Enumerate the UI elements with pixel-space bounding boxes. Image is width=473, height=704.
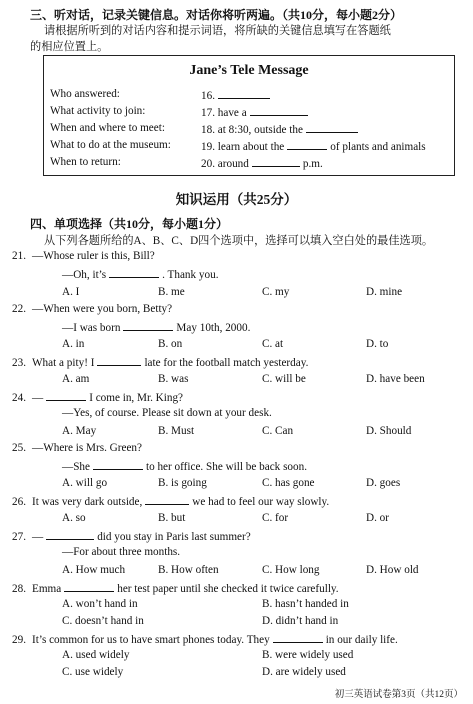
message-suffix: of plants and animals <box>330 141 426 153</box>
message-prompt: learn about the <box>217 141 285 153</box>
question-28 <box>12 581 339 595</box>
message-num: 16. <box>201 90 215 102</box>
question-blank[interactable] <box>109 267 159 278</box>
option-c[interactable]: C. has gone <box>262 477 315 489</box>
question-text: —Whose ruler is this, Bill? <box>32 250 155 262</box>
question-number: 23. <box>12 357 26 369</box>
message-key: What activity to join: <box>50 105 146 117</box>
message-row <box>50 88 450 104</box>
question-text: — <box>32 392 44 404</box>
option-d[interactable]: D. didn’t hand in <box>262 615 339 627</box>
message-row <box>50 105 450 121</box>
answer-blank-19[interactable] <box>287 139 327 150</box>
question-text: It was very dark outside, <box>32 496 143 508</box>
option-c[interactable]: C. Can <box>262 425 294 437</box>
question-text: her test paper until she checked it twice carefully. <box>117 583 339 595</box>
question-22 <box>12 303 172 315</box>
question-24-line2: —Yes, of course. Please sit down at your desk. <box>62 407 272 419</box>
message-num: 17. <box>201 107 215 119</box>
question-number: 24. <box>12 392 26 404</box>
question-text: —When were you born, Betty? <box>32 303 173 315</box>
question-blank[interactable] <box>273 632 323 643</box>
question-26 <box>12 494 329 508</box>
question-blank[interactable] <box>46 529 94 540</box>
question-text: late for the football match yesterday. <box>144 357 309 369</box>
message-num: 20. <box>201 158 215 170</box>
option-a[interactable]: A. so <box>62 512 86 524</box>
option-d[interactable]: D. have been <box>366 373 425 385</box>
option-d[interactable]: D. Should <box>366 425 412 437</box>
section4-instruction: 从下列各题所给的A、B、C、D四个选项中，选择可以填入空白处的最佳选项。 <box>44 235 434 247</box>
question-number: 27. <box>12 531 26 543</box>
option-b[interactable]: B. but <box>158 512 186 524</box>
page-footer: 初三英语试卷第3页（共12页） <box>334 690 463 700</box>
option-b[interactable]: B. me <box>158 286 185 298</box>
question-text: It’s common for us to have smart phones today. They <box>32 634 270 646</box>
option-b[interactable]: B. on <box>158 338 183 350</box>
question-number: 21. <box>12 250 26 262</box>
question-text: in our daily life. <box>325 634 398 646</box>
question-text: did you stay in Paris last summer? <box>97 531 251 543</box>
message-num: 18. <box>201 124 215 136</box>
option-d[interactable]: D. or <box>366 512 389 524</box>
question-text: What a pity! I <box>32 357 95 369</box>
option-b[interactable]: B. is going <box>158 477 207 489</box>
question-text: Emma <box>32 583 62 595</box>
question-29 <box>12 632 398 646</box>
option-d[interactable]: D. to <box>366 338 389 350</box>
question-number: 26. <box>12 496 26 508</box>
section3-title: 三、听对话，记录关键信息。对话你将听两遍。（共10分，每小题2分） <box>30 8 403 22</box>
option-c[interactable]: C. at <box>262 338 284 350</box>
answer-blank-16[interactable] <box>218 88 270 99</box>
question-text: . Thank you. <box>162 269 219 281</box>
option-a[interactable]: A. am <box>62 373 90 385</box>
option-c[interactable]: C. will be <box>262 373 306 385</box>
option-b[interactable]: B. hasn’t handed in <box>262 598 349 610</box>
message-row <box>50 156 450 172</box>
answer-blank-20[interactable] <box>252 156 300 167</box>
message-prompt: have a <box>217 107 247 119</box>
option-b[interactable]: B. How often <box>158 564 219 576</box>
message-key: When to return: <box>50 156 121 168</box>
message-suffix: p.m. <box>302 158 323 170</box>
question-blank[interactable] <box>93 459 143 470</box>
option-c[interactable]: C. for <box>262 512 289 524</box>
option-b[interactable]: B. were widely used <box>262 649 354 661</box>
question-text: —I was born <box>62 322 121 334</box>
message-key: Who answered: <box>50 88 120 100</box>
message-prompt: at 8:30, outside the <box>217 124 303 136</box>
question-text: to her office. She will be back soon. <box>145 461 308 473</box>
tele-message-box <box>43 55 455 176</box>
question-25-line2 <box>62 459 307 473</box>
question-text: —She <box>62 461 90 473</box>
question-blank[interactable] <box>46 390 86 401</box>
question-number: 28. <box>12 583 26 595</box>
answer-blank-18[interactable] <box>306 122 358 133</box>
option-a[interactable]: A. in <box>62 338 85 350</box>
option-a[interactable]: A. How much <box>62 564 126 576</box>
question-23 <box>12 355 308 369</box>
question-text: May 10th, 2000. <box>176 322 251 334</box>
option-c[interactable]: C. doesn’t hand in <box>62 615 144 627</box>
question-text: we had to feel our way slowly. <box>192 496 330 508</box>
section4-title: 四、单项选择（共10分，每小题1分） <box>30 217 229 231</box>
answer-blank-17[interactable] <box>250 105 308 116</box>
tele-message-title: Jane’s Tele Message <box>189 63 309 78</box>
option-a[interactable]: A. will go <box>62 477 108 489</box>
option-c[interactable]: C. How long <box>262 564 320 576</box>
message-row <box>50 122 450 138</box>
question-text: — <box>32 531 44 543</box>
option-b[interactable]: B. Must <box>158 425 195 437</box>
question-22-line2 <box>62 320 250 334</box>
option-a[interactable]: A. used widely <box>62 649 130 661</box>
question-blank[interactable] <box>145 494 189 505</box>
question-24 <box>12 390 183 404</box>
option-c[interactable]: C. use widely <box>62 666 124 678</box>
question-text: —Where is Mrs. Green? <box>32 442 142 454</box>
question-blank[interactable] <box>64 581 114 592</box>
option-d[interactable]: D. How old <box>366 564 419 576</box>
question-blank[interactable] <box>97 355 141 366</box>
message-row <box>50 139 450 155</box>
message-num: 19. <box>201 141 215 153</box>
part-title: 知识运用（共25分） <box>175 192 298 207</box>
message-key: When and where to meet: <box>50 122 165 134</box>
question-text: —Oh, it’s <box>62 269 107 281</box>
message-key: What to do at the museum: <box>50 139 171 151</box>
option-a[interactable]: A. I <box>62 286 80 298</box>
question-blank[interactable] <box>123 320 173 331</box>
question-21 <box>12 250 155 262</box>
option-d[interactable]: D. mine <box>366 286 403 298</box>
message-prompt: around <box>217 158 249 170</box>
question-27-line2: —For about three months. <box>62 546 181 558</box>
option-b[interactable]: B. was <box>158 373 189 385</box>
section3-instruction-line2: 的相应位置上。 <box>30 41 109 53</box>
question-number: 25. <box>12 442 26 454</box>
option-c[interactable]: C. my <box>262 286 290 298</box>
option-a[interactable]: A. May <box>62 425 97 437</box>
question-27 <box>12 529 251 543</box>
question-number: 22. <box>12 303 26 315</box>
option-d[interactable]: D. are widely used <box>262 666 346 678</box>
section3-instruction-line1: 请根据所听到的对话内容和提示词语，将所缺的关键信息填写在答题纸 <box>44 25 391 37</box>
question-25 <box>12 442 142 454</box>
question-21-line2 <box>62 267 219 281</box>
option-a[interactable]: A. won’t hand in <box>62 598 138 610</box>
question-number: 29. <box>12 634 26 646</box>
option-d[interactable]: D. goes <box>366 477 401 489</box>
question-text: I come in, Mr. King? <box>89 392 184 404</box>
